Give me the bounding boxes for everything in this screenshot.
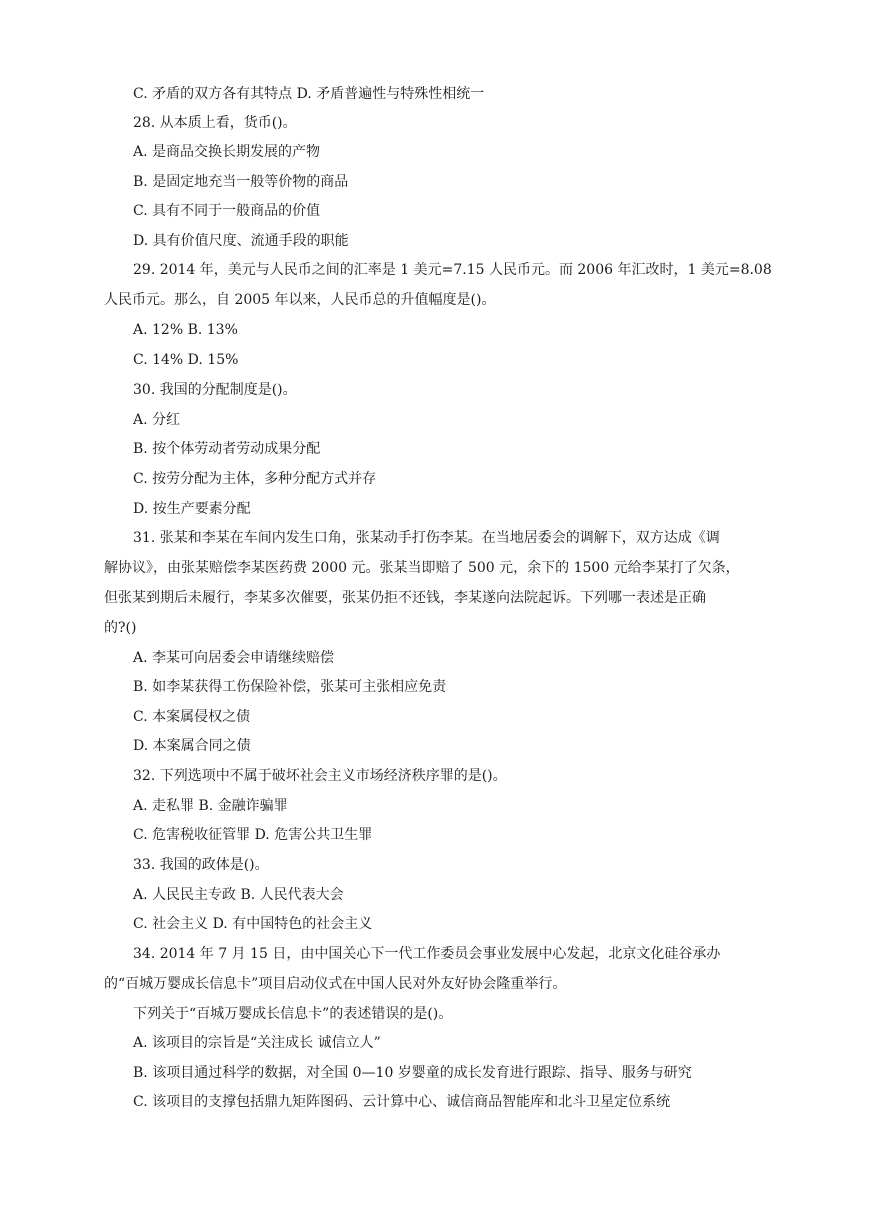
question-31-continued: 但张某到期后未履行，李某多次催要，张某仍拒不还钱，李某遂向法院起诉。下列哪一表述是正确	[104, 590, 706, 606]
question-33: 33. 我国的政体是()。	[133, 857, 269, 873]
question-31-continued: 解协议》，由张某赔偿李某医药费 2000 元。张某当即赔了 500 元，余下的 1500 元给李某打了欠条，	[104, 560, 740, 576]
option-line: A. 12% B. 13%	[133, 322, 238, 338]
option-line: C. 按劳分配为主体，多种分配方式并存	[133, 471, 377, 487]
question-29-continued: 人民币元。那么，自 2005 年以来，人民币总的升值幅度是()。	[104, 292, 496, 308]
option-line: A. 是商品交换长期发展的产物	[133, 144, 321, 160]
option-line: D. 按生产要素分配	[133, 501, 251, 517]
option-line: C. 社会主义 D. 有中国特色的社会主义	[133, 916, 373, 932]
option-line: A. 李某可向居委会申请继续赔偿	[133, 650, 335, 666]
option-line: C. 14% D. 15%	[133, 352, 239, 368]
question-31-continued: 的?()	[104, 620, 137, 636]
option-line: A. 分红	[133, 412, 181, 428]
question-31: 31. 张某和李某在车间内发生口角，张某动手打伤李某。在当地居委会的调解下，双方达成《调	[133, 530, 720, 546]
option-line: A. 人民民主专政 B. 人民代表大会	[133, 887, 344, 903]
option-line: D. 具有价值尺度、流通手段的职能	[133, 233, 349, 249]
question-29: 29. 2014 年，美元与人民币之间的汇率是 1 美元=7.15 人民币元。而 2006 年汇改时，1 美元=8.08	[133, 262, 772, 278]
option-line: C. 具有不同于一般商品的价值	[133, 203, 321, 219]
question-32: 32. 下列选项中不属于破坏社会主义市场经济秩序罪的是()。	[133, 768, 507, 784]
option-line: C. 矛盾的双方各有其特点 D. 矛盾普遍性与特殊性相统一	[133, 86, 485, 102]
question-30: 30. 我国的分配制度是()。	[133, 382, 297, 398]
question-34-continued: 的“百城万婴成长信息卡”项目启动仪式在中国人民对外友好协会隆重举行。	[104, 976, 567, 992]
option-line: C. 危害税收征管罪 D. 危害公共卫生罪	[133, 827, 373, 843]
option-line: B. 是固定地充当一般等价物的商品	[133, 174, 349, 190]
option-line: C. 该项目的支撑包括鼎九矩阵图码、云计算中心、诚信商品智能库和北斗卫星定位系统	[133, 1094, 671, 1110]
question-34-stem: 下列关于“百城万婴成长信息卡”的表述错误的是()。	[133, 1006, 453, 1022]
option-line: B. 该项目通过科学的数据，对全国 0—10 岁婴童的成长发育进行跟踪、指导、服务与研究	[133, 1065, 692, 1081]
option-line: B. 按个体劳动者劳动成果分配	[133, 441, 321, 457]
option-line: B. 如李某获得工伤保险补偿，张某可主张相应免责	[133, 679, 447, 695]
option-line: C. 本案属侵权之债	[133, 709, 251, 725]
option-line: D. 本案属合同之债	[133, 738, 251, 754]
option-line: A. 该项目的宗旨是“关注成长 诚信立人”	[133, 1035, 381, 1051]
question-28: 28. 从本质上看，货币()。	[133, 115, 297, 131]
option-line: A. 走私罪 B. 金融诈骗罪	[133, 798, 288, 814]
question-34: 34. 2014 年 7 月 15 日，由中国关心下一代工作委员会事业发展中心发起，北京文化硅谷承办	[133, 946, 721, 962]
